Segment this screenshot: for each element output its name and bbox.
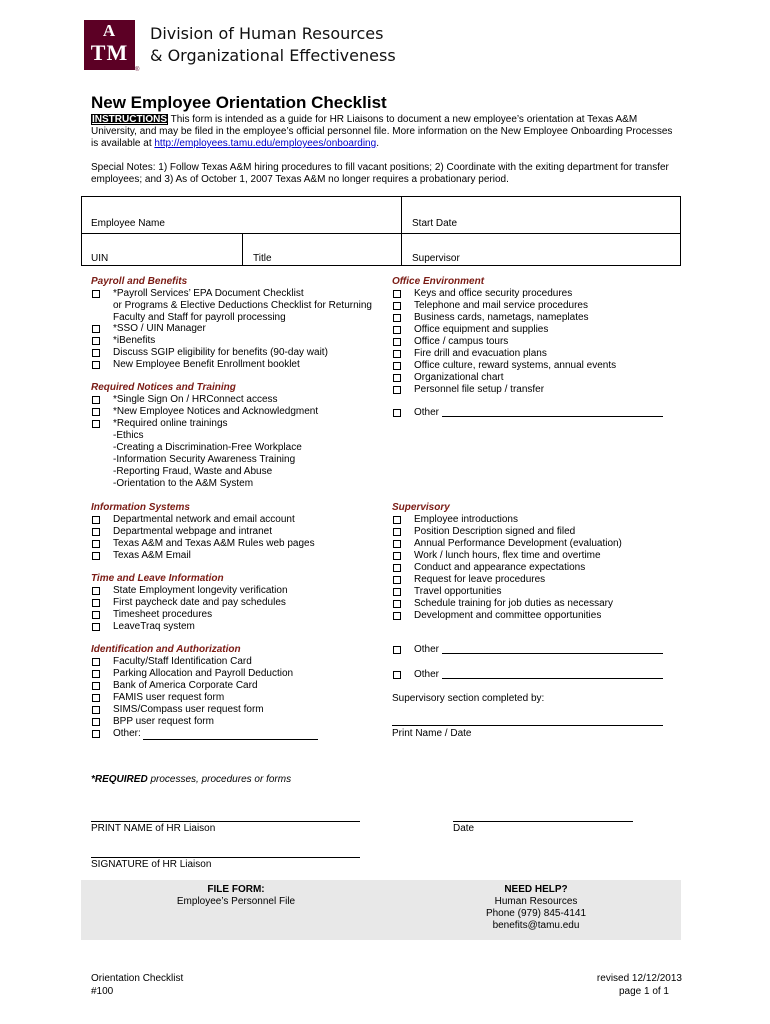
supervisory-completed-by: Supervisory section completed by: [392,693,545,704]
training-subitem: -Ethics [113,430,144,441]
date-line[interactable] [453,821,633,822]
instructions-text2: University, and may be filed in the employee’s official personnel file. More information on the New Employee Onboarding Processes [91,126,673,137]
signature-line[interactable] [91,857,360,858]
instructions-text3-prefix: is available at [91,138,155,149]
checklist-item: Fire drill and evacuation plans [414,348,547,359]
checkbox[interactable] [92,408,100,416]
checklist-item: Texas A&M and Texas A&M Rules web pages [113,538,315,549]
checkbox[interactable] [393,314,401,322]
checkbox[interactable] [92,552,100,560]
help-org: Human Resources [494,896,578,907]
checkbox[interactable] [92,658,100,666]
checkbox[interactable] [92,540,100,548]
checkbox[interactable] [92,516,100,524]
file-form-box [81,880,681,940]
checklist-item: *Required online trainings [113,418,228,429]
checkbox[interactable] [92,730,100,738]
checklist-item: FAMIS user request form [113,692,225,703]
checklist-item: Office equipment and supplies [414,324,549,335]
instructions-text1: This form is intended as a guide for HR Liaisons to document a new employee’s orientation at Texas A&M [168,114,638,125]
checkbox[interactable] [393,362,401,370]
checkbox[interactable] [393,540,401,548]
checklist-item: Telephone and mail service procedures [414,300,588,311]
checklist-item: Bank of America Corporate Card [113,680,258,691]
checkbox[interactable] [393,302,401,310]
special-notes-line1: Special Notes: 1) Follow Texas A&M hiring procedures to fill vacant positions; 2) Coordinate with the exiting department for transfer [91,162,669,173]
checklist-item: Work / lunch hours, flex time and overtime [414,550,601,561]
employee-name-label: Employee Name [91,218,165,229]
title-label: Title [253,253,272,264]
checklist-item: *Payroll Services’ EPA Document Checklist [113,288,304,299]
employee-info-table [81,196,681,266]
training-subitem: -Information Security Awareness Training [113,454,296,465]
checklist-item-continued: or Programs & Elective Deductions Checklist for Returning [113,300,372,311]
time-leave-heading: Time and Leave Information [91,573,224,584]
checkbox[interactable] [393,516,401,524]
start-date-label: Start Date [412,218,458,229]
checkbox[interactable] [92,694,100,702]
special-notes-line2: employees; and 3) As of October 1, 2007 Texas A&M no longer requires a probationary period. [91,174,509,185]
print-name-date-line[interactable] [392,725,663,726]
uin-label: UIN [91,253,109,264]
logo-text-bottom: TM [90,40,129,65]
checklist-item: *iBenefits [113,335,156,346]
print-name-date-label: Print Name / Date [392,728,472,739]
file-form-text: Employee’s Personnel File [176,896,296,907]
checklist-item: SIMS/Compass user request form [113,704,264,715]
training-subitem: -Creating a Discrimination-Free Workplace [113,442,302,453]
checkbox[interactable] [92,682,100,690]
checkbox[interactable] [92,396,100,404]
footer-form-number: #100 [91,986,114,997]
checkbox[interactable] [393,552,401,560]
checklist-item: *SSO / UIN Manager [113,323,206,334]
checklist-item: BPP user request form [113,716,214,727]
other-label: Other [414,644,440,655]
training-subitem: -Reporting Fraud, Waste and Abuse [113,466,273,477]
checklist-item: Keys and office security procedures [414,288,573,299]
checklist-item: Parking Allocation and Payroll Deduction [113,668,294,679]
checklist-item: Schedule training for job duties as necessary [414,598,614,609]
checkbox[interactable] [92,361,100,369]
checklist-item: Development and committee opportunities [414,610,602,621]
checklist-item: Conduct and appearance expectations [414,562,586,573]
identification-heading: Identification and Authorization [91,644,241,655]
checkbox[interactable] [393,588,401,596]
checkbox[interactable] [393,671,401,679]
checklist-item: Position Description signed and filed [414,526,576,537]
division-name-line1: Division of Human Resources [150,24,384,43]
checkbox[interactable] [393,326,401,334]
required-note [91,774,291,786]
need-help-heading: NEED HELP? [504,884,568,895]
footer-form-name: Orientation Checklist [91,973,184,984]
other-label: Other [414,669,440,680]
checkbox[interactable] [92,349,100,357]
supervisor-label: Supervisor [412,253,460,264]
required-note-text: processes, procedures or forms [147,774,292,785]
checkbox[interactable] [393,612,401,620]
checkbox[interactable] [92,420,100,428]
checklist-item: Timesheet procedures [113,609,213,620]
page-title: New Employee Orientation Checklist [91,93,387,112]
checklist-item: First paycheck date and pay schedules [113,597,286,608]
date-label: Date [453,823,475,834]
checklist-item: Faculty/Staff Identification Card [113,656,252,667]
tamu-logo [84,20,135,70]
onboarding-link[interactable]: http://employees.tamu.edu/employees/onboarding [154,138,377,149]
other-entry-line[interactable] [143,739,318,740]
logo-registered-mark: ® [135,67,140,73]
checklist-item: Annual Performance Development (evaluation) [414,538,622,549]
training-subitem: -Orientation to the A&M System [113,478,254,489]
other-label: Other [414,407,440,418]
checkbox[interactable] [393,564,401,572]
checkbox[interactable] [92,528,100,536]
checklist-item: Business cards, nametags, nameplates [414,312,589,323]
checkbox[interactable] [393,646,401,654]
print-name-label: PRINT NAME of HR Liaison [91,823,216,834]
checklist-item: Texas A&M Email [113,550,191,561]
checkbox[interactable] [92,599,100,607]
other-entry-line[interactable] [442,416,663,417]
checkbox[interactable] [92,290,100,298]
checkbox[interactable] [393,600,401,608]
checklist-item: Organizational chart [414,372,504,383]
checkbox[interactable] [92,337,100,345]
checkbox[interactable] [393,386,401,394]
footer-page-number: page 1 of 1 [618,986,669,997]
file-form-heading: FILE FORM: [207,884,265,895]
checklist-item: Travel opportunities [414,586,502,597]
checkbox[interactable] [92,325,100,333]
checkbox[interactable] [393,350,401,358]
logo-text-top: A [102,21,117,40]
help-phone: Phone (979) 845-4141 [485,908,587,919]
instructions-line1 [91,114,691,126]
office-environment-heading: Office Environment [392,276,485,287]
checkbox[interactable] [92,623,100,631]
checklist-item: Employee introductions [414,514,518,525]
checkbox[interactable] [393,528,401,536]
checkbox[interactable] [393,576,401,584]
required-note-bold: *REQUIRED [91,774,148,785]
instructions-text3-suffix: . [376,138,379,149]
checkbox[interactable] [92,670,100,678]
checkbox[interactable] [92,706,100,714]
checklist-item: LeaveTraq system [113,621,195,632]
division-name-line2: & Organizational Effectiveness [150,46,396,65]
checkbox[interactable] [393,290,401,298]
instructions-label: INSTRUCTIONS [92,114,167,125]
checklist-item: Discuss SGIP eligibility for benefits (90-day wait) [113,347,328,358]
help-email[interactable]: benefits@tamu.edu [492,920,580,931]
checkbox[interactable] [92,587,100,595]
checklist-item: *Single Sign On / HRConnect access [113,394,278,405]
supervisory-heading: Supervisory [392,502,450,513]
payroll-benefits-heading: Payroll and Benefits [91,276,188,287]
checklist-item-continued: Faculty and Staff for payroll processing [113,312,286,323]
checklist-item: Departmental webpage and intranet [113,526,272,537]
checklist-item: Other: [113,728,141,739]
checklist-item: Office culture, reward systems, annual events [414,360,617,371]
checklist-item: State Employment longevity verification [113,585,288,596]
checklist-item: Office / campus tours [414,336,509,347]
other-entry-line[interactable] [442,678,663,679]
checklist-item: *New Employee Notices and Acknowledgment [113,406,319,417]
checkbox[interactable] [92,611,100,619]
checklist-item: Departmental network and email account [113,514,295,525]
footer-revised-date: revised 12/12/2013 [596,973,682,984]
checkbox[interactable] [393,409,401,417]
checklist-item: Request for leave procedures [414,574,546,585]
checklist-item: Personnel file setup / transfer [414,384,545,395]
hr-liaison-name-line[interactable] [91,821,360,822]
checklist-item: New Employee Benefit Enrollment booklet [113,359,300,370]
required-notices-heading: Required Notices and Training [91,382,236,393]
other-entry-line[interactable] [442,653,663,654]
information-systems-heading: Information Systems [91,502,190,513]
signature-label: SIGNATURE of HR Liaison [91,859,212,870]
checkbox[interactable] [393,374,401,382]
checkbox[interactable] [393,338,401,346]
checkbox[interactable] [92,718,100,726]
instructions-line3 [91,138,691,150]
